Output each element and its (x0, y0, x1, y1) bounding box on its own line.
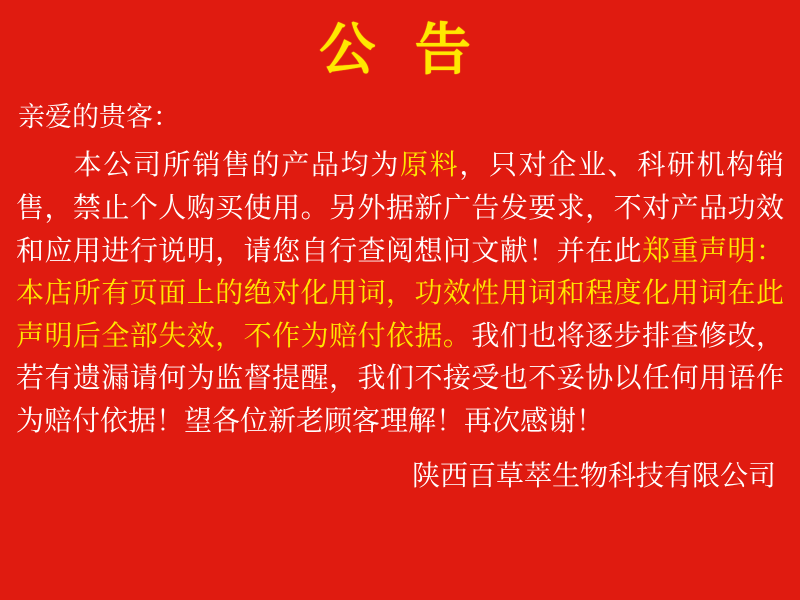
body-segment-1: 本公司所销售的产品均为 (72, 148, 400, 182)
body-segment-3: 我们也将逐步排查修改，若有遗漏请何为监督提醒，我们不接受也不妥协以任何用语作为赔付依据！望各位新老顾客理解！再次感谢！ (16, 318, 784, 437)
salutation-text: 亲爱的贵客： (18, 102, 180, 133)
body-segment-2: ，只对企业、科研机构销售，禁止个人购买使用。另外据新广告发要求，不对产品功效和应用进行说明，请您自行查阅想问文献！并在此 (16, 148, 784, 267)
highlight-raw-material: 原料 (399, 148, 460, 182)
company-signature: 陕西百草萃生物科技有限公司 (411, 459, 776, 493)
highlight-solemn-statement: 郑重声明：本店所有页面上的绝对化用词，功效性用词和程度化用词在此声明后全部失效，不作为赔付依据。 (16, 233, 784, 352)
announcement-body (16, 144, 784, 442)
page-title: 公 告 (319, 18, 481, 83)
